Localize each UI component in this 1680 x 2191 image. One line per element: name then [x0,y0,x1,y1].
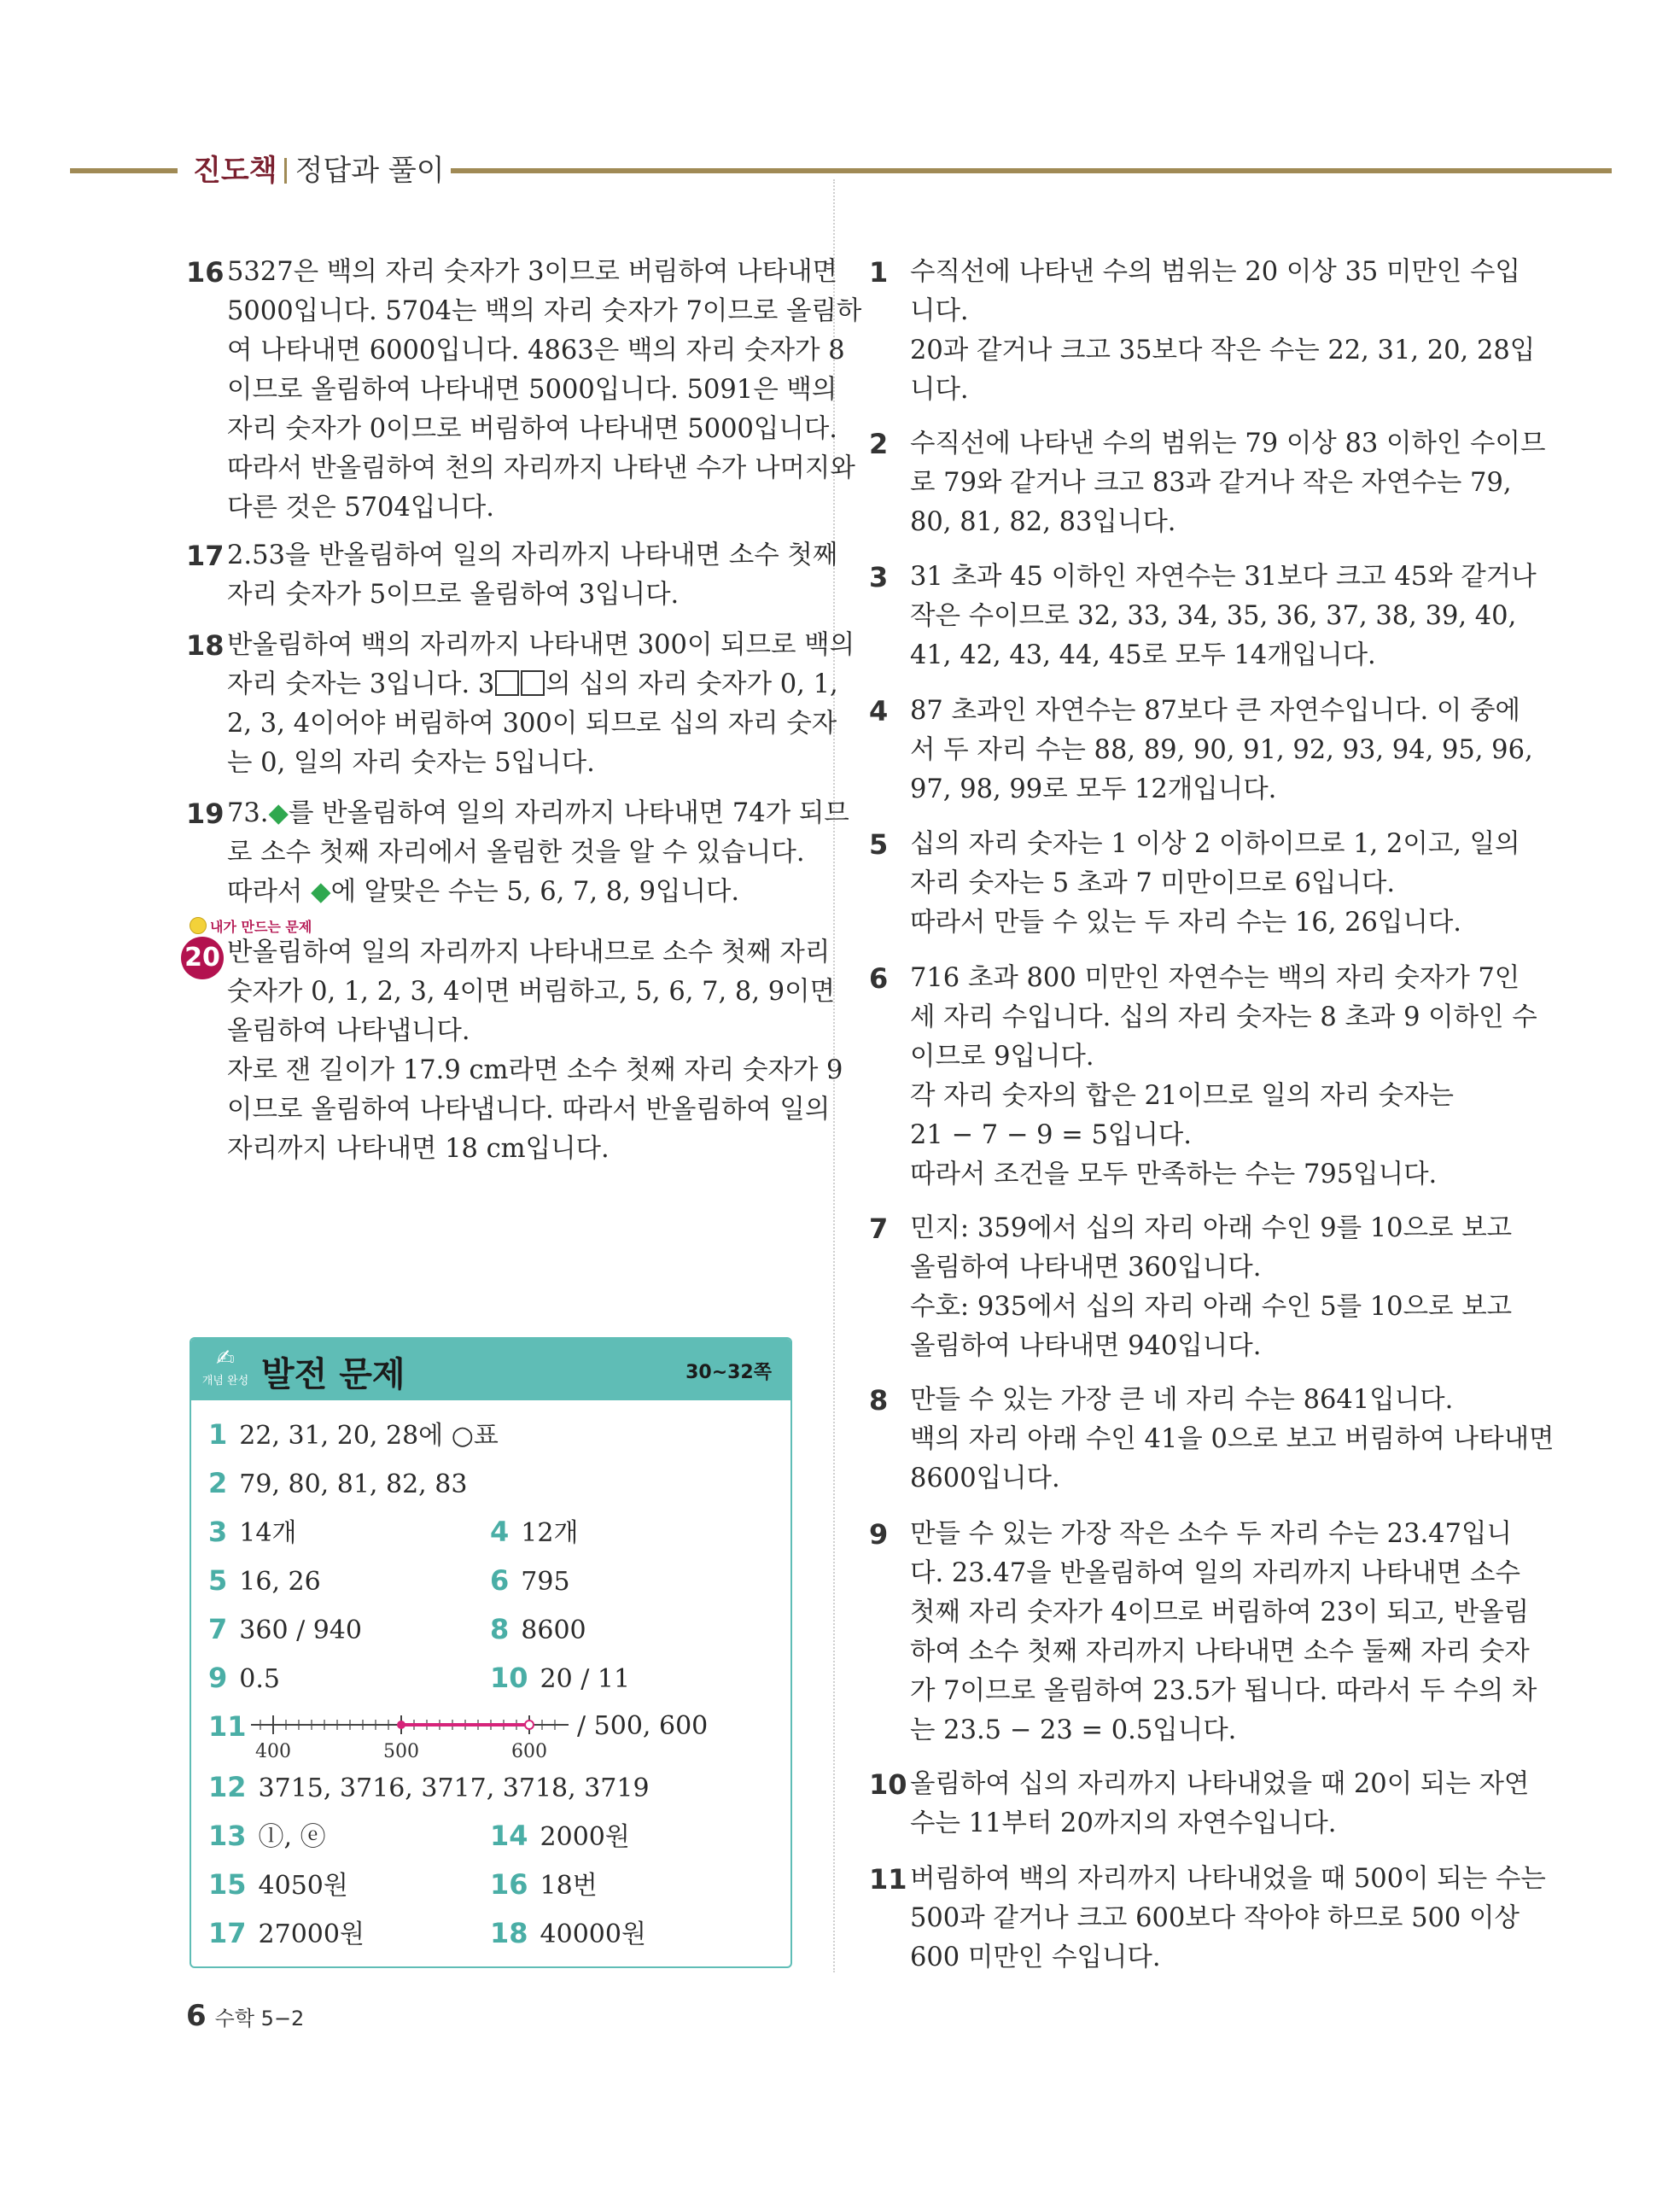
solution-9 [869,1515,1537,1750]
text-line: 자로 잰 길이가 17.9 cm라면 소수 첫째 자리 숫자가 9 [227,1055,843,1085]
answer-item [208,1770,650,1806]
text-line: 올림하여 십의 자리까지 나타내었을 때 20이 되는 자연 [910,1769,1530,1799]
answer-value: 360 / 940 [239,1615,362,1645]
number-line-end-dot [525,1721,534,1729]
question-number: 9 [869,1518,889,1551]
header-subtitle: 정답과 풀이 [295,154,445,188]
text-span: 를 반올림하여 일의 자리까지 나타내면 74가 되므 [288,798,849,828]
answer-item [208,1867,348,1903]
text-line: 21 − 7 − 9 = 5입니다. [910,1120,1192,1150]
header-rule-left [70,168,178,173]
answer-value: 8600 [521,1615,586,1645]
answer-item [208,1661,280,1697]
question-18 [186,626,855,783]
text-line: 만들 수 있는 가장 큰 네 자리 수는 8641입니다. [910,1385,1454,1415]
answer-value: ⓛ, ⓔ [258,1822,326,1852]
answer-item [208,1515,296,1551]
answer-number: 10 [490,1662,528,1694]
text-line: 수직선에 나타낸 수의 범위는 79 이상 83 이하인 수이므 [910,429,1546,459]
text-line: 수호: 935에서 십의 자리 아래 수인 5를 10으로 보고 [910,1292,1513,1322]
answer-item [208,1417,499,1453]
solution-2 [869,424,1546,542]
answer-item [490,1867,598,1903]
solution-3 [869,558,1537,675]
text-line: 반올림하여 백의 자리까지 나타내면 300이 되므로 백의 [227,630,855,660]
answer-number: 18 [490,1917,528,1949]
question-number: 2 [869,428,889,460]
question-20 [227,933,843,1169]
solution-4 [869,692,1533,809]
text-line: 올림하여 나타내면 360입니다. [910,1253,1262,1282]
answer-value: 40000원 [540,1919,646,1949]
question-number: 11 [869,1863,907,1896]
page-number: 6 [186,1999,207,2033]
text-line: 500과 같거나 크고 600보다 작아야 하므로 500 이상 [910,1903,1520,1933]
answer-number: 3 [208,1516,228,1548]
tag-label: 내가 만드는 문제 [210,919,312,935]
solution-7 [869,1209,1513,1366]
answer-number: 11 [208,1710,247,1743]
text-line [227,665,838,704]
question-number: 17 [186,540,225,572]
text-line: 는 0, 일의 자리 숫자는 5입니다. [227,748,595,778]
number-line [248,1711,572,1762]
answer-number: 5 [208,1564,228,1597]
answer-box-title: 발전 문제 [261,1355,405,1394]
solution-11 [869,1860,1546,1978]
text-line: 여 나타내면 6000입니다. 4863은 백의 자리 숫자가 8 [227,336,845,365]
text-line [227,873,792,912]
blank-box [495,670,519,696]
answer-box-pages: 30~32쪽 [685,1362,772,1383]
number-line-label: 500 [383,1741,419,1762]
answer-number: 6 [490,1564,510,1597]
question-number: 7 [869,1212,889,1245]
answer-number: 1 [208,1418,228,1451]
text-line: 니다. [910,375,969,405]
answer-value: 3715, 3716, 3717, 3718, 3719 [258,1773,650,1803]
question-number: 19 [186,798,225,830]
text-line: 이므로 9입니다. [910,1042,1094,1072]
answer-value: 22, 31, 20, 28에 ○표 [239,1421,499,1451]
text-line: 자리 숫자는 5 초과 7 미만이므로 6입니다. [910,868,1396,898]
solution-5 [869,825,1520,943]
header-rule-right [451,168,1612,173]
answer-number: 13 [208,1820,247,1852]
text-line: 민지: 359에서 십의 자리 아래 수인 9를 10으로 보고 [910,1213,1513,1243]
text-line: 수직선에 나타낸 수의 범위는 20 이상 35 미만인 수입 [910,257,1520,287]
book-title: 수학 5−2 [214,2007,305,2030]
diamond-symbol: ◆ [268,798,289,828]
text-line: 서 두 자리 수는 88, 89, 90, 91, 92, 93, 94, 95, 96, [910,735,1533,765]
answer-item [490,1515,578,1551]
text-line: 자리 숫자가 5이므로 올림하여 3입니다. [227,580,680,610]
header-brand: 진도책 [193,154,277,188]
solution-1 [869,253,1536,410]
text-line: 이므로 올림하여 나타내면 5000입니다. 5091은 백의 [227,375,837,405]
answer-value: 16, 26 [239,1567,321,1597]
answer-item [490,1819,630,1855]
answer-value: 27000원 [258,1919,365,1949]
text-line: 87 초과인 자연수는 87보다 큰 자연수입니다. 이 중에 [910,696,1520,726]
text-line: 이므로 올림하여 나타냅니다. 따라서 반올림하여 일의 [227,1095,831,1125]
answer-item [490,1612,586,1648]
answer-value: 79, 80, 81, 82, 83 [239,1469,468,1499]
text-line: 하여 소수 첫째 자리까지 나타내면 소수 둘째 자리 숫자 [910,1637,1530,1667]
question-number: 1 [869,256,889,289]
number-line-start-dot [397,1721,405,1729]
text-line: 다른 것은 5704입니다. [227,493,494,523]
text-line: 31 초과 45 이하인 자연수는 31보다 크고 45와 같거나 [910,562,1537,592]
answer-value: 20 / 11 [540,1664,631,1694]
text-line: 20과 같거나 크고 35보다 작은 수는 22, 31, 20, 28입 [910,336,1536,365]
number-line-label: 400 [255,1741,291,1762]
answer-number: 2 [208,1467,228,1499]
text-line [227,794,849,833]
text-line: 십의 자리 숫자는 1 이상 2 이하이므로 1, 2이고, 일의 [910,829,1520,859]
answer-value: 2000원 [540,1822,630,1852]
answer-value: 0.5 [239,1664,280,1694]
number-line-label: 600 [511,1741,547,1762]
answer-number: 8 [490,1613,510,1645]
answer-item [208,1563,321,1599]
text-line: 따라서 만들 수 있는 두 자리 수는 16, 26입니다. [910,908,1461,938]
answer-item [208,1916,365,1952]
text-line: 자리까지 나타내면 18 cm입니다. [227,1134,610,1164]
icon-label: 개념 완성 [201,1375,249,1388]
text-span: 73. [227,798,269,828]
pencil-icon: ✍ 개념 완성 [201,1346,249,1388]
text-line: 로 소수 첫째 자리에서 올림한 것을 알 수 있습니다. [227,838,805,868]
text-line: 600 미만인 수입니다. [910,1943,1161,1972]
answer-value: 795 [521,1567,570,1597]
question-number: 16 [186,256,225,289]
question-number: 18 [186,629,225,662]
text-line: 세 자리 수입니다. 십의 자리 숫자는 8 초과 9 이하인 수 [910,1002,1537,1032]
text-line: 2.53을 반올림하여 일의 자리까지 나타내면 소수 첫째 [227,540,838,570]
answer-number: 4 [490,1516,510,1548]
text-line: 올림하여 나타내면 940입니다. [910,1331,1262,1361]
text-line: 로 79와 같거나 크고 83과 같거나 작은 자연수는 79, [910,468,1512,498]
answer-box-header [191,1339,790,1400]
question-number: 10 [869,1768,907,1801]
answer-number: 14 [490,1820,528,1852]
answer-value: 18번 [540,1871,598,1901]
question-number: 6 [869,962,889,995]
answer-item [208,1612,362,1648]
blank-box [521,670,545,696]
question-number: 5 [869,828,889,861]
text-line: 가 7이므로 올림하여 23.5가 됩니다. 따라서 두 수의 차 [910,1676,1537,1706]
answer-value: / 500, 600 [577,1711,709,1741]
text-line: 올림하여 나타냅니다. [227,1016,470,1046]
text-line: 숫자가 0, 1, 2, 3, 4이면 버림하고, 5, 6, 7, 8, 9이면 [227,977,836,1007]
text-line: 2, 3, 4이어야 버림하여 300이 되므로 십의 자리 숫자 [227,709,837,739]
text-line: 41, 42, 43, 44, 45로 모두 14개입니다. [910,640,1376,670]
page-header [193,150,445,191]
text-line: 5327은 백의 자리 숫자가 3이므로 버림하여 나타내면 [227,257,837,287]
answer-number: 7 [208,1613,228,1645]
text-line: 첫째 자리 숫자가 4이므로 버림하여 23이 되고, 반올림 [910,1598,1530,1627]
text-line: 716 초과 800 미만인 자연수는 백의 자리 숫자가 7인 [910,963,1520,993]
answer-number: 17 [208,1917,247,1949]
answer-item [208,1466,467,1502]
question-number: 4 [869,695,889,727]
question-16 [186,253,862,528]
question-19 [186,794,849,912]
solution-6 [869,959,1537,1195]
text-line: 따라서 반올림하여 천의 자리까지 나타낸 수가 나머지와 [227,453,855,483]
answer-value: 4050원 [258,1871,348,1901]
smile-icon [190,917,207,934]
text-span: 따라서 [227,877,312,907]
text-line: 다. 23.47을 반올림하여 일의 자리까지 나타내면 소수 [910,1558,1520,1588]
text-span: 에 알맞은 수는 5, 6, 7, 8, 9입니다. [330,877,740,907]
answer-value: 12개 [521,1518,579,1548]
answer-number: 15 [208,1868,247,1901]
answer-item [490,1563,570,1599]
text-line: 97, 98, 99로 모두 12개입니다. [910,774,1277,804]
question-20-badge: 20 [181,937,224,979]
text-line: 80, 81, 82, 83입니다. [910,507,1176,537]
solution-8 [869,1381,1555,1499]
text-line: 자리 숫자가 0이므로 버림하여 나타내면 5000입니다. [227,414,837,444]
answer-value: 14개 [239,1518,297,1548]
diamond-symbol: ◆ [311,877,331,907]
page-footer [186,1999,304,2033]
text-line: 수는 11부터 20까지의 자연수입니다. [910,1808,1337,1838]
text-line: 백의 자리 아래 수인 41을 0으로 보고 버림하여 나타내면 [910,1424,1555,1454]
answer-item [490,1661,630,1697]
text-line: 만들 수 있는 가장 작은 소수 두 자리 수는 23.47입니 [910,1519,1512,1549]
text-span: 의 십의 자리 숫자가 0, 1, [545,669,838,699]
answer-item [208,1819,326,1855]
header-separator [284,158,287,184]
text-span: 자리 숫자는 3입니다. 3 [227,669,495,699]
text-line: 버림하여 백의 자리까지 나타내었을 때 500이 되는 수는 [910,1864,1546,1894]
answer-number: 12 [208,1771,247,1803]
text-line: 각 자리 숫자의 합은 21이므로 일의 자리 숫자는 [910,1081,1455,1111]
text-line: 5000입니다. 5704는 백의 자리 숫자가 7이므로 올림하 [227,296,862,326]
answer-number: 9 [208,1662,228,1694]
question-number: 3 [869,561,889,593]
answer-box [190,1337,792,1968]
text-line: 작은 수이므로 32, 33, 34, 35, 36, 37, 38, 39, 40, [910,601,1517,631]
answer-number: 16 [490,1868,528,1901]
answer-item [490,1916,646,1952]
text-line: 따라서 조건을 모두 만족하는 수는 795입니다. [910,1160,1438,1189]
text-line: 8600입니다. [910,1464,1060,1493]
text-line: 는 23.5 − 23 = 0.5입니다. [910,1715,1237,1745]
text-line: 니다. [910,296,969,326]
question-17 [186,536,838,615]
question-number: 8 [869,1384,889,1417]
solution-10 [869,1765,1530,1843]
text-line: 반올림하여 일의 자리까지 나타내므로 소수 첫째 자리 [227,938,831,967]
